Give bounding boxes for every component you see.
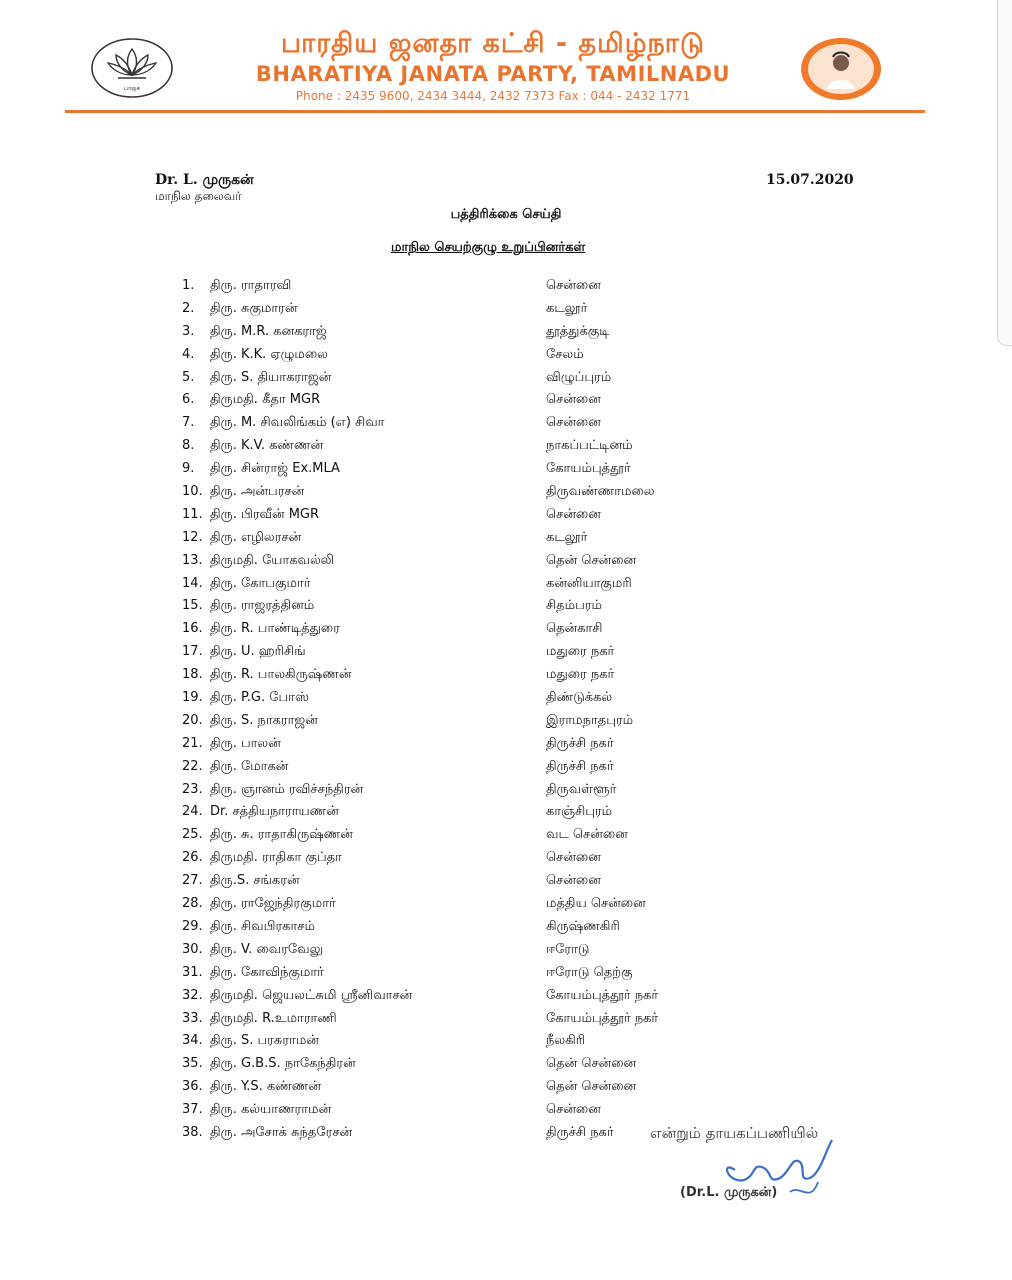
member-num: 15. [182, 598, 203, 614]
member-row [0, 389, 1012, 412]
member-name: திரு. எழிலரசன் [210, 529, 302, 545]
header-title-english: BHARATIYA JANATA PARTY, TAMILNADU [255, 62, 731, 86]
member-num: 17. [182, 644, 203, 660]
member-name: திரு. மோகன் [210, 758, 289, 774]
member-row [0, 504, 1012, 527]
member-place: கன்னியாகுமரி [546, 575, 632, 591]
member-name: திரு. சுகுமாரன் [210, 300, 298, 316]
member-name: திரு. G.B.S. நாகேந்திரன் [210, 1056, 356, 1072]
member-num: 7. [182, 415, 195, 431]
member-place: தென் சென்னை [546, 1056, 637, 1072]
member-row [0, 870, 1012, 893]
member-place: சென்னை [546, 392, 601, 408]
member-num: 38. [182, 1124, 203, 1140]
member-name: திரு. சிவபிரகாசம் [210, 918, 315, 934]
member-num: 16. [182, 621, 203, 637]
member-row [0, 412, 1012, 435]
member-num: 12. [182, 529, 203, 545]
member-row [0, 916, 1012, 939]
member-place: திருச்சி நகர் [546, 735, 614, 751]
member-row [0, 550, 1012, 573]
member-row [0, 847, 1012, 870]
member-place: நீலகிரி [546, 1033, 586, 1049]
member-row [0, 985, 1012, 1008]
member-row [0, 1076, 1012, 1099]
member-row [0, 595, 1012, 618]
member-num: 31. [182, 964, 203, 980]
member-row [0, 298, 1012, 321]
member-name: திரு. ஞானம் ரவிச்சந்திரன் [210, 781, 364, 797]
member-row [0, 756, 1012, 779]
member-place: சேலம் [546, 346, 584, 362]
member-row [0, 481, 1012, 504]
member-name: திருமதி. ஜெயலட்சுமி ஸ்ரீனிவாசன் [210, 987, 413, 1003]
member-num: 29. [182, 918, 203, 934]
member-place: திருச்சி நகர் [546, 758, 614, 774]
member-num: 5. [182, 369, 195, 385]
member-name: திரு. கல்யாணராமன் [210, 1102, 332, 1118]
member-num: 28. [182, 896, 203, 912]
author-title: மாநில தலைவர் [155, 189, 242, 203]
member-row [0, 321, 1012, 344]
member-place: சென்னை [546, 873, 601, 889]
member-num: 24. [182, 804, 203, 820]
member-name: திரு. பாலன் [210, 735, 281, 751]
member-place: சென்னை [546, 1102, 601, 1118]
member-place: சென்னை [546, 415, 601, 431]
member-num: 23. [182, 781, 203, 797]
member-place: கடலூர் [546, 300, 588, 316]
member-num: 10. [182, 484, 203, 500]
member-name: திரு. கோவிந்குமார் [210, 964, 324, 980]
member-name: திரு. ராதாரவி [210, 278, 292, 293]
member-num: 3. [182, 323, 195, 339]
member-name: திரு. கோபகுமார் [210, 575, 311, 591]
member-num: 13. [182, 552, 203, 568]
member-row [0, 733, 1012, 756]
member-name: திரு. V. வைரவேலு [210, 941, 323, 957]
member-num: 21. [182, 735, 203, 751]
member-row [0, 1008, 1012, 1031]
member-place: விழுப்புரம் [546, 369, 612, 385]
header-divider [65, 110, 925, 113]
member-name: திரு. S. நாகராஜன் [210, 712, 318, 728]
member-name: திருமதி. யோகவல்லி [210, 552, 335, 568]
member-name: திரு. M. சிவலிங்கம் (எ) சிவா [210, 415, 385, 431]
member-name: திரு. U. ஹரிசிங் [210, 644, 306, 660]
member-row [0, 641, 1012, 664]
member-num: 6. [182, 392, 195, 408]
member-place: கிருஷ்ணகிரி [546, 918, 620, 934]
member-place: தூத்துக்குடி [546, 323, 610, 339]
member-place: வட சென்னை [546, 827, 628, 843]
portrait-badge-icon [800, 37, 882, 101]
member-row [0, 687, 1012, 710]
member-num: 22. [182, 758, 203, 774]
member-list [0, 275, 1012, 1145]
member-row [0, 435, 1012, 458]
member-place: கோயம்புத்தூர் நகர் [546, 1010, 659, 1026]
member-num: 4. [182, 346, 195, 362]
member-place: திண்டுக்கல் [546, 690, 613, 706]
member-place: சென்னை [546, 850, 601, 866]
document-date: 15.07.2020 [766, 172, 854, 188]
member-name: திரு. சு. ராதாகிருஷ்ணன் [210, 827, 353, 843]
member-place: கடலூர் [546, 529, 588, 545]
member-place: மத்திய சென்னை [546, 896, 646, 912]
member-row [0, 1053, 1012, 1076]
member-num: 18. [182, 667, 203, 683]
member-name: திரு. S. தியாகராஜன் [210, 369, 332, 385]
member-name: திரு. M.R. கனகராஜ் [210, 323, 327, 339]
member-num: 1. [182, 278, 195, 293]
member-name: திரு. பிரவீன் MGR [210, 506, 320, 522]
member-name: திரு. K.V. கண்ணன் [210, 438, 324, 454]
member-num: 35. [182, 1056, 203, 1072]
member-name: திரு. அசோக் சுந்தரேசன் [210, 1124, 353, 1140]
member-name: திரு. K.K. ஏழுமலை [210, 346, 328, 362]
member-name: Dr. சத்தியநாராயணன் [210, 804, 339, 820]
member-name: திரு. S. பரசுராமன் [210, 1033, 319, 1049]
member-num: 27. [182, 873, 203, 889]
member-num: 33. [182, 1010, 203, 1026]
member-row [0, 367, 1012, 390]
member-name: திருமதி. கீதா MGR [210, 392, 321, 408]
member-row [0, 824, 1012, 847]
member-row [0, 779, 1012, 802]
member-row [0, 664, 1012, 687]
member-place: திருவண்ணாமலை [546, 484, 655, 500]
member-place: சென்னை [546, 506, 601, 522]
member-num: 19. [182, 690, 203, 706]
member-row [0, 1030, 1012, 1053]
member-place: திருவள்ளூர் [546, 781, 617, 797]
member-row [0, 1099, 1012, 1122]
member-row [0, 527, 1012, 550]
member-row [0, 618, 1012, 641]
member-num: 11. [182, 506, 203, 522]
signoff-text: என்றும் தாயகப்பணியில் [650, 1124, 819, 1142]
member-row [0, 939, 1012, 962]
member-name: திரு. அன்பரசன் [210, 484, 305, 500]
member-place: ஈரோடு [546, 941, 590, 957]
member-name: திரு. சின்ராஜ் Ex.MLA [210, 461, 340, 477]
member-num: 26. [182, 850, 203, 866]
member-num: 34. [182, 1033, 203, 1049]
member-place: நாகப்பட்டினம் [546, 438, 633, 454]
member-row [0, 275, 1012, 298]
member-name: திரு. P.G. போஸ் [210, 690, 309, 706]
member-num: 20. [182, 712, 203, 728]
member-row [0, 458, 1012, 481]
member-num: 8. [182, 438, 195, 454]
press-release-heading: பத்திரிக்கை செய்தி [450, 207, 562, 222]
member-row [0, 801, 1012, 824]
member-place: திருச்சி நகர் [546, 1124, 614, 1140]
member-place: மதுரை நகர் [546, 667, 615, 683]
member-place: தென் சென்னை [546, 552, 637, 568]
header-contact: Phone : 2435 9600, 2434 3444, 2432 7373 Fax : 044 - 2432 1771 [295, 89, 691, 103]
member-name: திரு. Y.S. கண்ணன் [210, 1079, 321, 1095]
member-place: சென்னை [546, 278, 601, 293]
member-num: 2. [182, 300, 195, 316]
member-place: சிதம்பரம் [546, 598, 602, 614]
member-row [0, 962, 1012, 985]
member-num: 32. [182, 987, 203, 1003]
member-num: 30. [182, 941, 203, 957]
committee-subheading: மாநில செயற்குழு உறுப்பினர்கள் [391, 240, 586, 255]
member-place: ஈரோடு தெற்கு [546, 964, 633, 980]
member-name: திரு. ராஜேந்திரகுமார் [210, 896, 336, 912]
member-place: கோயம்புத்தூர் [546, 461, 631, 477]
member-place: கோயம்புத்தூர் நகர் [546, 987, 659, 1003]
member-row [0, 893, 1012, 916]
lotus-logo-icon [90, 37, 174, 99]
member-place: காஞ்சிபுரம் [546, 804, 613, 820]
member-name: திரு. ராஜரத்தினம் [210, 598, 315, 614]
member-row [0, 1122, 1012, 1145]
member-num: 9. [182, 461, 195, 477]
member-row [0, 710, 1012, 733]
member-row [0, 573, 1012, 596]
member-num: 25. [182, 827, 203, 843]
member-name: திரு.S. சங்கரன் [210, 873, 300, 889]
member-place: மதுரை நகர் [546, 644, 615, 660]
member-place: இராமநாதபுரம் [546, 712, 634, 728]
signoff-name: (Dr.L. முருகன்) [680, 1185, 778, 1200]
member-place: தென் சென்னை [546, 1079, 637, 1095]
member-place: தென்காசி [546, 621, 603, 637]
member-num: 36. [182, 1079, 203, 1095]
header-title-tamil: பாரதிய ஜனதா கட்சி - தமிழ்நாடு [281, 28, 705, 59]
author-name: Dr. L. முருகன் [155, 172, 254, 188]
member-name: திரு. R. பாலகிருஷ்ணன் [210, 667, 352, 683]
member-row [0, 344, 1012, 367]
member-name: திருமதி. ராதிகா குப்தா [210, 850, 342, 866]
member-name: திரு. R. பாண்டித்துரை [210, 621, 340, 637]
member-num: 14. [182, 575, 203, 591]
member-num: 37. [182, 1102, 203, 1118]
logo-caption: பாஜக [123, 85, 141, 92]
member-name: திருமதி. R.உமாராணி [210, 1010, 337, 1026]
